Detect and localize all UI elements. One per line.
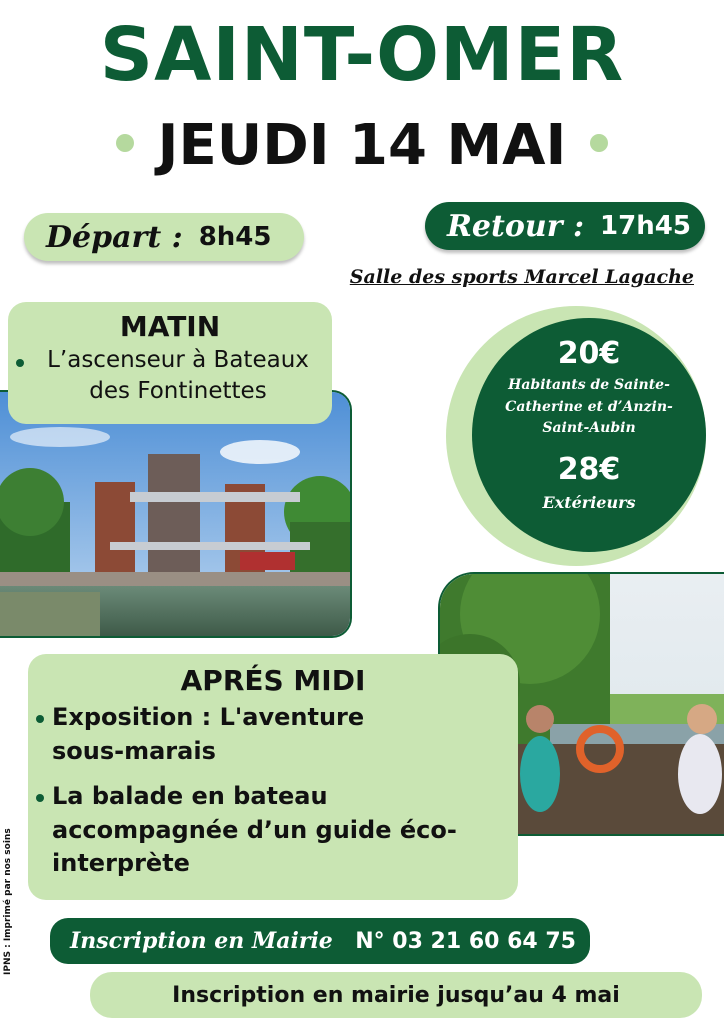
morning-item [8,345,332,407]
depart-label: Départ : [46,219,183,255]
afternoon-item [28,701,518,768]
inscription-label: Inscription en Mairie [70,928,333,954]
retour-time: 17h45 [600,211,691,241]
inscription-bar [50,918,590,964]
morning-item-text: L’ascenseur à Bateaux des Fontinettes [47,347,309,405]
retour-label: Retour : [447,208,585,244]
event-date [0,113,724,178]
date-text: JEUDI 14 MAI [157,113,567,178]
afternoon-item [28,780,518,881]
depart-pill [24,213,304,261]
retour-pill [425,202,705,250]
exterior-label: Extérieurs [542,493,636,513]
phone-number: N° 03 21 60 64 75 [355,928,576,954]
venue-text: Salle des sports Marcel Lagache [349,266,694,288]
bullet-icon [16,359,24,367]
afternoon-heading: APRÉS MIDI [180,664,366,697]
bullet-icon [36,715,44,723]
decor-dot-left [116,134,134,152]
deadline-bar [90,972,702,1018]
resident-price: 20€ [557,336,621,371]
boat-lift-photo [0,390,352,638]
depart-time: 8h45 [198,222,272,252]
page-title: SAINT-OMER [99,12,625,98]
afternoon-item-text: Exposition : L'aventure sous-marais [52,703,365,765]
ipns-note: IPNS : Imprimé par nos soins [3,828,13,975]
afternoon-box [28,654,518,900]
exterior-price: 28€ [557,452,621,488]
morning-heading: MATIN [119,310,221,343]
resident-label: Habitants de Sainte-Catherine et d’Anzin-Saint-Aubin [505,377,673,437]
morning-box [8,302,332,424]
bullet-icon [36,794,44,802]
afternoon-item-text: La balade en bateau accompagnée d’un guide éco-interprète [52,782,457,878]
decor-dot-right [590,134,608,152]
price-circle [472,318,706,552]
deadline-text: Inscription en mairie jusqu’au 4 mai [172,982,620,1008]
